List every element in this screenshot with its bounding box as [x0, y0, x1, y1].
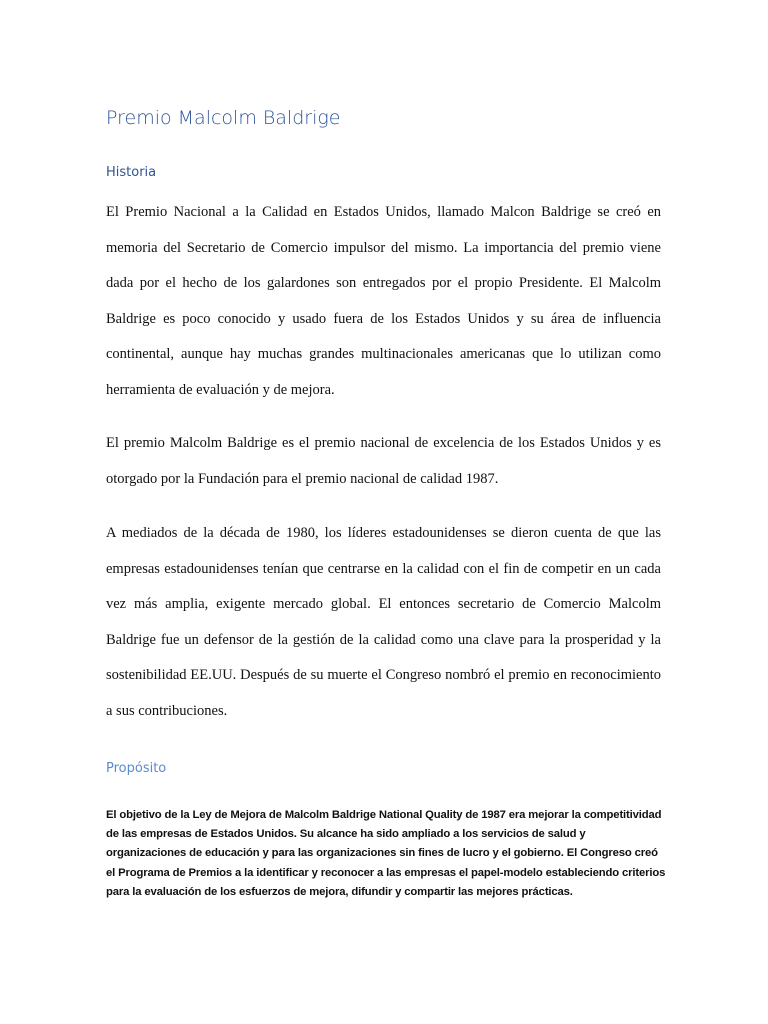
historia-paragraph-1: El Premio Nacional a la Calidad en Estados Unidos, llamado Malcon Baldrige se creó en memoria del Secretario de Comercio impulsor del mismo. La importancia del premio viene dada por el hecho de los galardones son entregados por el propio Presidente. El Malcolm Baldrige es poco conocido y usado fuera de los Estados Unidos y su área de influencia continental, aunque hay muchas grandes multinacionales americanas que lo utilizan como herramienta de evaluación y de mejora.	[106, 204, 661, 398]
historia-paragraph-3: A mediados de la década de 1980, los líderes estadounidenses se dieron cuenta de que las empresas estadounidenses tenían que centrarse en la calidad con el fin de competir en un cada vez más amplia, exigente mercado global. El entonces secretario de Comercio Malcolm Baldrige fue un defensor de la gestión de la calidad como una clave para la prosperidad y la sostenibilidad EE.UU. Después de su muerte el Congreso nombró el premio en reconocimiento a sus contribuciones.	[106, 525, 661, 719]
section-heading-historia: Historia	[106, 165, 157, 180]
historia-paragraph-2: El premio Malcolm Baldrige es el premio nacional de excelencia de los Estados Unidos y es otorgado por la Fundación para el premio nacional de calidad 1987.	[106, 435, 661, 487]
proposito-paragraph: El objetivo de la Ley de Mejora de Malcolm Baldrige National Quality de 1987 era mejorar la competitividad de las empresas de Estados Unidos. Su alcance ha sido ampliado a los servicios de salud y organizaciones de educación y para las organizaciones sin fines de lucro y el gobierno. El Congreso creó el Programa de Premios a la identificar y reconocer a las empresas el papel-modelo estableciendo criterios para la evaluación de los esfuerzos de mejora, difundir y compartir las mejores prácticas.	[106, 809, 666, 898]
section-heading-proposito: Propósito	[106, 761, 167, 776]
page-title: Premio Malcolm Baldrige	[106, 107, 341, 129]
